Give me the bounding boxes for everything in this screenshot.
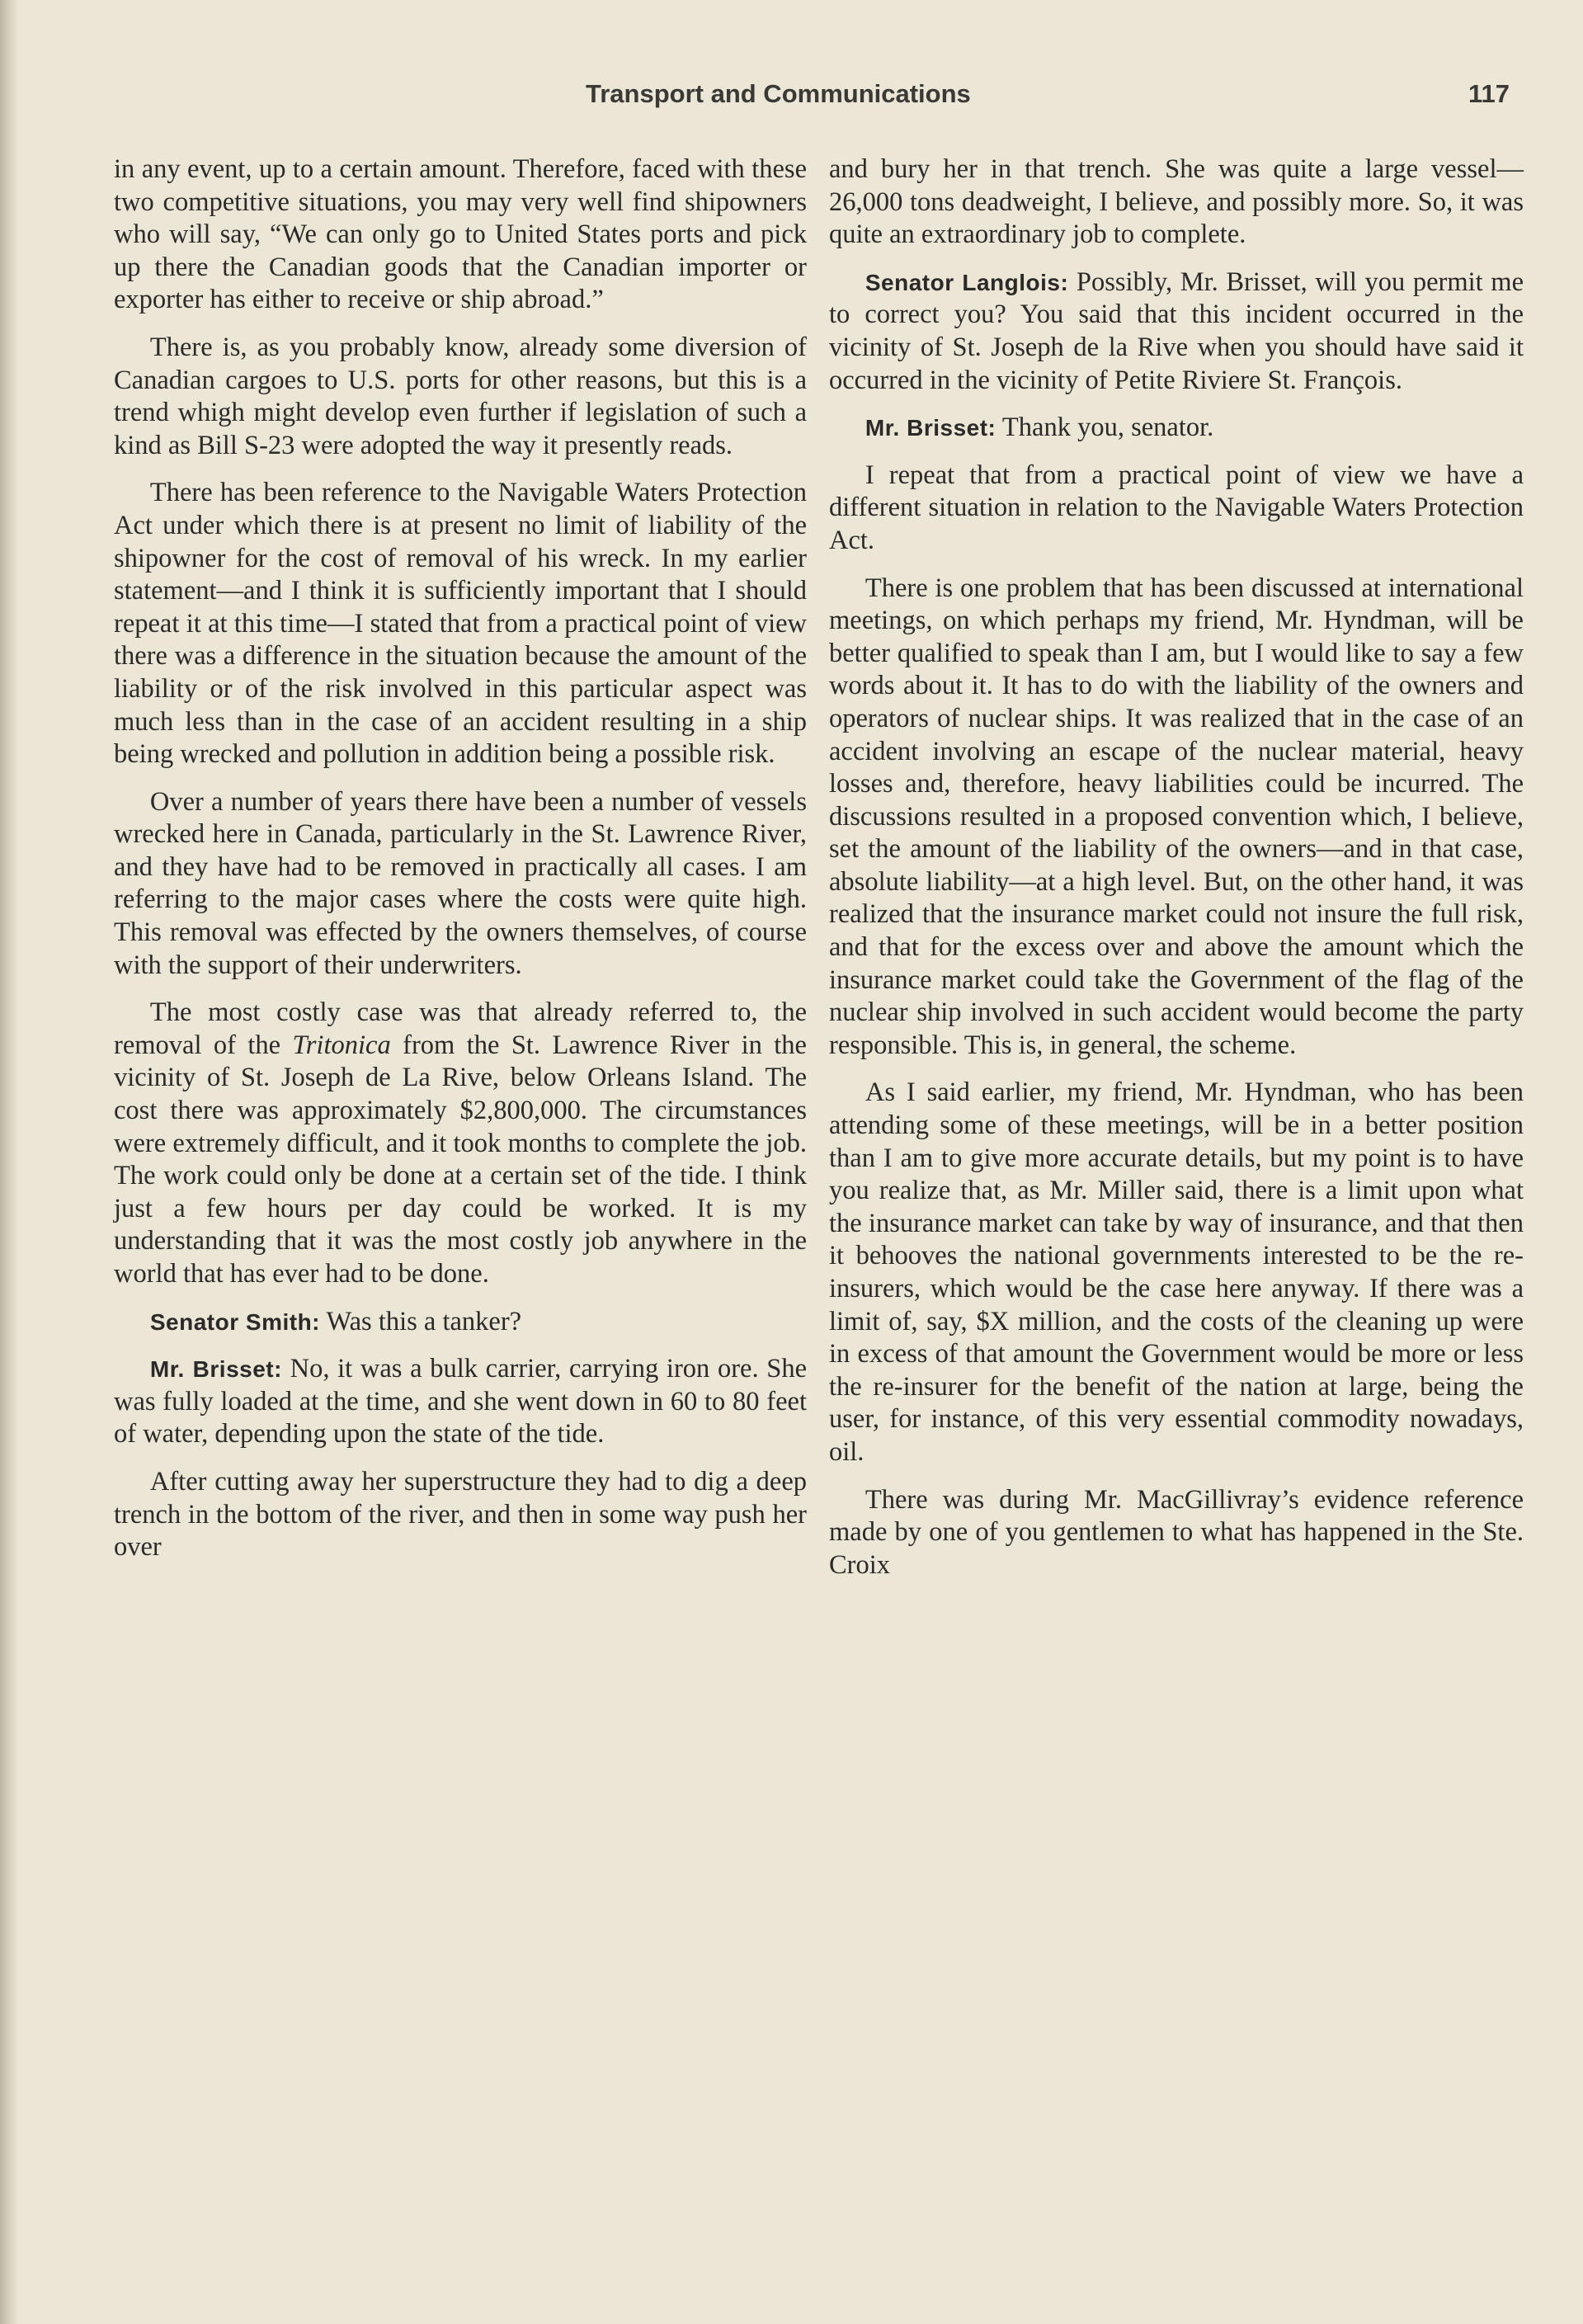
paragraph: There is, as you probably know, already some diversion of Canadian cargoes to U.S. ports for other reasons, but this is a trend whigh might develop even further if legislation of such a kind as Bill S-23 were adopted the way it presently reads.: [114, 332, 807, 460]
right-column: [829, 153, 1524, 1596]
paragraph: in any event, up to a certain amount. Therefore, faced with these two competitive situations, you may very well find shipowners who will say, “We can only go to United States ports and pick up there the Canadian goods that the Canadian importer or exporter has either to receive or ship abroad.”: [114, 154, 807, 315]
speech-paragraph: [114, 1353, 807, 1451]
speech-text: Was this a tanker?: [320, 1306, 522, 1336]
paragraph: There is one problem that has been discussed at international meetings, on which perhaps my friend, Mr. Hyndman, will be better qualified to speak than I am, but I would like to say a few words about it. It has to do with the liability of the owners and operators of nuclear ships. It was realized that in the case of an accident involving an escape of the nuclear material, heavy losses and, therefore, heavy liabilities could be incurred. The discussions resulted in a proposed convention which, I believe, set the amount of the liability of the owners—and in that case, absolute liability—at a high level. But, on the other hand, it was realized that the insurance market could not insure the full risk, and that for the excess over and above the amount which the insurance market could take the Government of the flag of the nuclear ship involved in such accident would become the party responsible. This is, in general, the scheme.: [829, 573, 1524, 1060]
speaker-name: Mr. Brisset:: [149, 1356, 282, 1383]
paragraph: After cutting away her superstructure they had to dig a deep trench in the bottom of the river, and then in some way push her over: [114, 1466, 807, 1563]
page-number: 117: [1468, 79, 1510, 108]
page-binding-shadow: [0, 0, 18, 2324]
speech-paragraph: [114, 1306, 807, 1339]
running-head-title: Transport and Communications: [586, 79, 971, 108]
speech-text: Possibly, Mr. Brisset, will you permit me to correct you? You said that this incident occurred in the vicinity of St. Joseph de la Rive when you should have said it occurred in the vicinity of Petite Riviere St. François.: [829, 266, 1524, 395]
vessel-name: Tritonica: [292, 1030, 391, 1060]
speech-text: No, it was a bulk carrier, carrying iron ore. She was fully loaded at the time, and she went down in 60 to 80 feet of water, depending upon the state of the tide.: [114, 1354, 808, 1450]
paragraph: There has been reference to the Navigable Waters Protection Act under which there is at present no limit of liability of the shipowner for the cost of removal of his wreck. In my earlier statement—and I think it is sufficiently important that I should repeat it at this time—I stated that from a practical point of view there was a difference in the situation because the amount of the liability or of the risk involved in this particular aspect was much less than in the case of an accident resulting in a ship being wrecked and pollution in addition being a possible risk.: [114, 478, 807, 770]
paragraph: As I said earlier, my friend, Mr. Hyndman, who has been attending some of these meetings, will be in a better position than I am to give more accurate details, but my point is to have you realize that, as Mr. Miller said, there is a limit upon what the insurance market can take by way of insurance, and that then it behooves the national governments interested to be the re-insurers, which would be the case here anyway. If there was a limit of, say, $X million, and the costs of the cleaning up were in excess of that amount the Government would be more or less the re-insurer for the benefit of the nation at large, being the user, for instance, of this very essential commodity nowadays, oil.: [829, 1077, 1524, 1467]
speaker-name: Senator Smith:: [149, 1308, 321, 1335]
speech-text: Thank you, senator.: [996, 412, 1214, 443]
running-head: [0, 79, 1583, 112]
paragraph: Over a number of years there have been a number of vessels wrecked here in Canada, particularly in the St. Lawrence River, and they have had to be removed in practically all cases. I am referring to the major cases where the costs were quite high. This removal was effected by the owners themselves, of course with the support of their underwriters.: [114, 786, 807, 980]
paragraph: and bury her in that trench. She was quite a large vessel—26,000 tons deadweight, I believe, and possibly more. So, it was quite an extraordinary job to complete.: [829, 154, 1524, 250]
speaker-name: Senator Langlois:: [865, 269, 1069, 295]
paragraph: There was during Mr. MacGillivray’s evidence reference made by one of you gentlemen to what has happened in the Ste. Croix: [829, 1484, 1524, 1580]
speaker-name: Mr. Brisset:: [865, 415, 996, 441]
paragraph: I repeat that from a practical point of view we have a different situation in relation to the Navigable Waters Protection Act.: [829, 460, 1524, 555]
speech-paragraph: [829, 412, 1524, 445]
speech-paragraph: [829, 266, 1524, 397]
paragraph-text: from the St. Lawrence River in the vicinity of St. Joseph de La Rive, below Orleans Island. The cost there was approximately $2,800,000. The circumstances were extremely difficult, and it took months to complete the job. The work could only be done at a certain set of the tide. I think just a few hours per day could be worked. It is my understanding that it was the most costly job anywhere in the world that has ever had to be done.: [114, 1030, 807, 1289]
paragraph: [114, 997, 807, 1290]
left-column: [114, 153, 807, 1579]
paragraph-text: The most costly case was that already referred to, the removal of the: [114, 997, 807, 1060]
